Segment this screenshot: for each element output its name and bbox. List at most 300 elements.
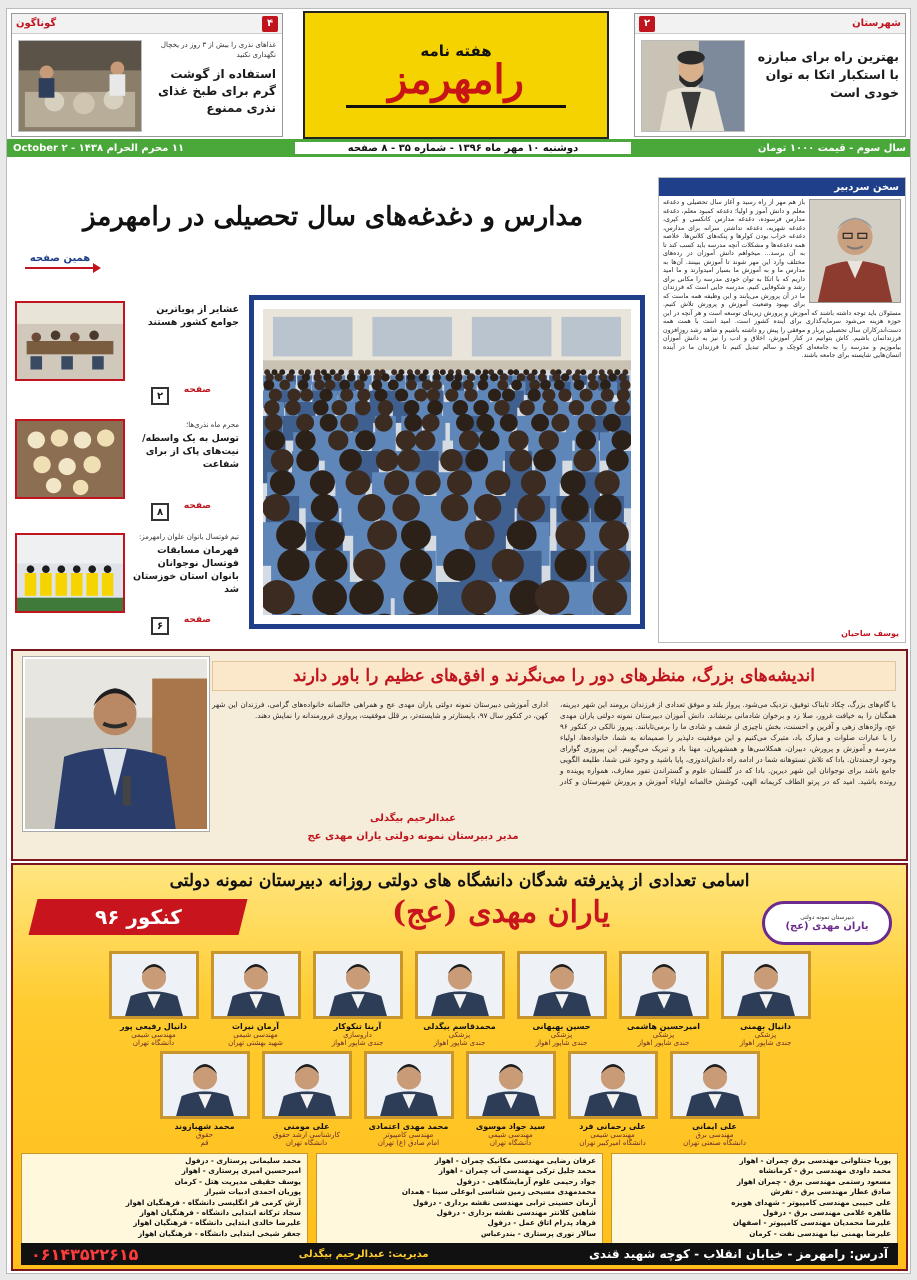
student-name: محمدقاسم بیگدلی — [423, 1022, 496, 1031]
student-head — [315, 549, 347, 581]
student-head — [349, 580, 384, 614]
student-photo — [415, 951, 505, 1019]
student-head — [521, 470, 546, 495]
arrow-icon — [25, 267, 95, 269]
student-head — [404, 400, 420, 415]
student-head — [415, 430, 435, 450]
brief-kicker: تیم فوتسال بانوان علوان رامهرمز: — [138, 533, 239, 541]
student-head — [475, 369, 481, 375]
student-university: شهید بهشتی تهران — [228, 1039, 283, 1047]
student-head — [295, 430, 315, 450]
student-head — [533, 449, 556, 472]
student-head — [355, 400, 371, 415]
main-headline[interactable]: مدارس و دغدغه‌های سال تحصیلی در رامهرمز — [82, 202, 584, 232]
student-university: جندی شاپور اهواز — [331, 1039, 384, 1047]
accepted-entry: فرهاد پدرام اتاق عمل - دزفول — [487, 1218, 596, 1228]
student-head — [507, 520, 537, 550]
student-head — [598, 549, 630, 581]
student-head — [378, 400, 394, 415]
footer-address: آدرس: رامهرمز - خیابان انقلاب - کوچه شهید قندی — [588, 1247, 888, 1261]
student-head — [357, 389, 370, 402]
footer-manager: مدیریت: عبدالرحیم بیگدلی — [298, 1248, 429, 1260]
accepted-entry: یوسف حقیقی مدیریت هتل - کرمان — [174, 1176, 301, 1186]
student-head — [465, 520, 495, 550]
student-head — [620, 380, 631, 391]
student-name: علی رحمانی فرد — [579, 1122, 646, 1131]
student-head — [574, 380, 585, 391]
student-head — [381, 373, 389, 381]
student-head — [555, 549, 587, 581]
same-page-link[interactable] — [25, 253, 95, 269]
brief-muharram[interactable] — [15, 415, 239, 527]
student-head — [523, 369, 529, 375]
teaser-section: شهرستان — [852, 18, 901, 29]
accepted-entry: جواد رحیمی علوم آزمایشگاهی - دزفول — [456, 1176, 596, 1186]
student-head — [427, 389, 440, 402]
teaser-header — [635, 14, 905, 34]
student-head — [603, 414, 621, 432]
student-head — [320, 414, 338, 432]
accepted-entry: علیرضا خالدی ابتدایی دانشگاه - فرهنگیان اهواز — [133, 1218, 301, 1228]
student-head — [315, 520, 345, 550]
student-name: حسین بهبهانی — [532, 1022, 591, 1031]
student-head — [391, 369, 397, 375]
accepted-entry: طاهره غلامی مهندسی برق - دزفول — [762, 1208, 891, 1218]
student-head — [594, 494, 621, 521]
accepted-entry: علی حبیبی مهندسی کامپیوتر - شهدای هویزه — [731, 1197, 891, 1207]
student-head — [609, 373, 617, 381]
brief-kicker: محرم ماه نذری‌ها؛ — [186, 421, 239, 429]
editorial-body — [659, 196, 905, 364]
student-head — [264, 400, 280, 415]
student-university: دانشگاه امیرکبیر تهران — [579, 1139, 646, 1147]
student-head — [269, 389, 282, 402]
student-photo — [568, 1051, 658, 1119]
student-head — [569, 400, 585, 415]
accepted-entry: مسعود رستمی مهندسی برق - چمران اهواز — [736, 1176, 891, 1186]
student-head — [519, 400, 535, 415]
student-name: محمد مهدی اعتمادی — [368, 1122, 449, 1131]
student-head — [555, 520, 585, 550]
student-card — [211, 951, 301, 1047]
student-head — [287, 389, 300, 402]
accepted-entry: سالار نوری پرستاری - بندرعباس — [480, 1228, 596, 1238]
brief-title: تیم فوتسال بانوان علوان رامهرمز: قهرمان مسابقات فوتسال نوجوانان بانوان استان خوزستان شد — [131, 531, 239, 596]
student-card — [364, 1051, 454, 1147]
newspaper-logo[interactable] — [303, 11, 609, 139]
principal-photo — [23, 657, 209, 831]
brief-title: عشایر از پویاترین جوامع کشور هستند — [147, 304, 239, 328]
student-head — [473, 400, 489, 415]
accepted-entry: پوریا جنتلوانی مهندسی برق چمران - اهواز — [739, 1156, 891, 1165]
student-card — [517, 951, 607, 1047]
student-university: دانشگاه تهران — [285, 1139, 328, 1147]
students-crowd-image — [262, 308, 632, 616]
accepted-students-list — [21, 1153, 898, 1253]
student-university: جندی شاپور اهواز — [535, 1039, 588, 1047]
student-head — [446, 373, 454, 381]
student-head — [508, 430, 528, 450]
accepted-entry: جعفر شیخی ابتدایی دانشگاه - فرهنگیان اهواز — [138, 1228, 301, 1238]
student-university: جندی شاپور اهواز — [739, 1039, 792, 1047]
student-head — [277, 549, 309, 581]
konkur-banner: کنکور ۹۶ — [29, 899, 248, 935]
student-head — [334, 373, 342, 381]
student-head — [331, 400, 347, 415]
student-head — [285, 400, 301, 415]
student-head — [392, 494, 419, 521]
top-teaser-left[interactable] — [11, 13, 283, 137]
student-head — [490, 373, 498, 381]
student-head — [279, 380, 290, 391]
student-head — [404, 414, 422, 432]
accepted-entry: پوریان احمدی ادبیات شیراز — [204, 1187, 301, 1197]
student-head — [397, 449, 420, 472]
student-card — [568, 1051, 658, 1147]
student-head — [593, 580, 628, 614]
student-head — [416, 470, 441, 495]
accepted-column — [316, 1153, 603, 1253]
principal-message[interactable] — [11, 649, 908, 861]
brief-page-number: ۶ — [151, 617, 169, 635]
student-name: آرینا تنکوکار — [333, 1022, 382, 1031]
student-field: داروسازی — [343, 1031, 372, 1039]
student-head — [339, 449, 362, 472]
student-head — [374, 389, 387, 402]
student-head — [580, 389, 593, 402]
student-photo — [517, 951, 607, 1019]
accepted-entry: محمد جلیل ترکی مهندسی آب چمران - اهواز — [438, 1166, 596, 1176]
student-photo — [721, 951, 811, 1019]
brief-page-number: ۸ — [151, 503, 169, 521]
student-head — [414, 389, 427, 402]
student-head — [558, 389, 571, 402]
teaser-section: گوناگون — [16, 18, 57, 29]
student-head — [355, 430, 375, 450]
poster-footer — [21, 1243, 898, 1265]
teaser-headline: استفاده از گوشت گرم برای طبخ غذای نذری ممنوع — [158, 67, 276, 115]
student-head — [502, 389, 515, 402]
logo-underline — [346, 105, 566, 108]
student-field: مهندسی شیمی — [233, 1031, 278, 1039]
student-head — [395, 373, 403, 381]
brief-page-number: ۲ — [151, 387, 169, 405]
student-university: جندی شاپور اهواز — [433, 1039, 486, 1047]
student-photo — [364, 1051, 454, 1119]
student-head — [271, 449, 294, 472]
student-field: کارشناسی ارشد حقوق — [273, 1131, 340, 1139]
student-head — [319, 389, 332, 402]
student-university: دانشگاه تهران — [132, 1039, 175, 1047]
student-head — [274, 373, 282, 381]
main-story-photo[interactable] — [249, 295, 645, 629]
issue-date-number: دوشنبه ۱۰ مهر ماه ۱۳۹۶ - شماره ۳۵ - ۸ صفحه — [294, 141, 632, 155]
student-name: آرمان نیرات — [232, 1022, 279, 1031]
student-head — [542, 389, 555, 402]
student-name: محمد شهبازوند — [174, 1122, 235, 1131]
accepted-column — [611, 1153, 898, 1253]
student-head — [330, 369, 336, 375]
student-name: امیرحسین هاشمی — [627, 1022, 700, 1031]
accepted-entry: شاهین کلانتر مهندسی نقشه برداری - دزفول — [436, 1208, 596, 1218]
issue-info-bar — [7, 139, 911, 157]
student-photo — [211, 951, 301, 1019]
teaser-page-number: ۲ — [639, 16, 655, 32]
student-head — [447, 470, 472, 495]
editorial-text: باز هم مهر از راه رسید و آغاز سال تحصیلی و دغدغه معلم و دانش آموز و اولیا؛ دغدغه کمبود معلم، دغدغه مدارس فرسوده، دغدغه مدارس کانکسی و کپری، دغدغه شهریه، دغدغه نداشتن سرانه برای مدارس، دغدغه خراب بودن کولرها و پنکه‌های کلاس‌ها. خلاصه همه دغدغه‌ها و مشکلات آنچه مدرسه باید کسب کند تا به آن برسد... میخواهم دانش آموزان در رده‌های مختلف وارد این مهر شوند تا آموزش ببینند. آن‌ها به مدارس ما و به آموزش ما بسیار امیدوارند و ما امید داریم که با اتکا به توان خودی مدرسه را مکانی برای رشد و شکوفایی کنیم. مدرسه جایی است که فرزندان ما در آن پرورش می‌یابند و این وظیفه همه ماست که برای بهبود وضعیت آموزش و پرورش تلاش کنیم. مسئولان باید توجه داشته باشند که آموزش و پرورش زیربنای توسعه است و هر آنچه در این حوزه هزینه می‌شود سرمایه‌گذاری برای آینده کشور است. امید است با همت همه دست‌اندرکاران سال تحصیلی پربار و موفقی را پیش رو داشته باشیم و شاهد رشد روزافزون فرزندانمان باشیم. کاش بتوانیم در کنار آموزش، اخلاق و ادب را نیز به دانش آموزان بیاموزیم و مدرسه را به جامعه‌ای کوچک و سالم تبدیل کنیم تا فرزندان ما در آینده انسان‌هایی شایسته برای جامعه باشند. — [663, 199, 901, 359]
brief-page-label: صفحه — [183, 615, 211, 625]
brief-nomads[interactable] — [15, 299, 239, 409]
issue-price: سال سوم - قیمت ۱۰۰۰ تومان — [757, 142, 906, 154]
student-head — [263, 494, 290, 521]
student-card — [109, 951, 199, 1047]
student-photo — [313, 951, 403, 1019]
student-photo — [160, 1051, 250, 1119]
teaser-kicker: غذاهای نذری را بیش از ۳ روز در یخچال نگهداری نکنید — [160, 41, 276, 59]
student-card — [619, 951, 709, 1047]
student-field: پزشکی — [550, 1031, 573, 1039]
logo-title: رامهرمز — [388, 56, 524, 103]
student-university: جندی شاپور اهواز — [637, 1039, 690, 1047]
student-field: مهندسی شیمی — [131, 1031, 176, 1039]
student-head — [367, 520, 397, 550]
logo-prefix: هفته نامه — [420, 42, 492, 60]
accepted-entry: امیرحسین امیری پرستاری - اهواز — [181, 1166, 301, 1176]
student-head — [601, 389, 614, 402]
students-row-2 — [13, 1051, 906, 1147]
student-head — [422, 380, 433, 391]
accepted-entry: علیرضا بهمنی نیا مهندسی نفت - کرمان — [749, 1228, 891, 1238]
student-head — [443, 549, 475, 581]
student-head — [296, 414, 314, 432]
student-field: پزشکی — [754, 1031, 777, 1039]
message-body: با گام‌های بزرگ، چکاد تابناک توفیق، نزدیک می‌شود. پرواز بلند و موفق تعدادی از فرزندان برومند این شهر دیرینه، همگنان را به خیافت غرور، صلا زد و برخوان شادمانی برنشاند. دانش آموزان دبیرستان نمونه دولتی یاران مهدی عج، واژه‌های زهی و آفرین و احسنت، بخش ناچیزی از شعف و شادی ما را برمی‌تابانند. پیروز نالکی در کنکور ۹۶ را با عبارات صلوات و مبارک باد، متبرک می‌کنیم و این موفقیت دلپذیر را صمیمانه به شما، خانواده‌ها، اولیاء مدرسه و آموزش و پرورش، دبیران، همکلاسی‌ها و همشهریان، مهنا باد و تبریک می‌گوییم. این پیروزی گوارای وجود ارجمندتان. بادا که تلاش نستوهانه شما در ادامه راه دانش‌اندوزی، پایا باشید و وجود غنی شما، طلیعه الگویی جامع باشد برای نوجوانان این شهر دیرین. بادا که در گلستان علوم و گستراندن تفور معارف، همواره پوینده و رونده باشید. امید که در پرتو الطاف کریمانه الهی، کوشش خالصانه اولیاء آموزش و پرورش شهرستان و کادر اداری آموزشی دبیرستان نمونه دولتی یاران مهدی عج و همراهی خالصانه خانواده‌های گرامی، فرزندان این شهر کهن، در کنکور سال ۹۷، بایستارتر و شایسته‌تر، بر قلل موفقیت، پروازی غرورمندانه را نمایش دهند. — [212, 700, 896, 786]
student-card — [721, 951, 811, 1047]
student-head — [518, 494, 545, 521]
student-head — [511, 380, 522, 391]
student-head — [509, 449, 532, 472]
student-head — [531, 414, 549, 432]
student-head — [310, 470, 335, 495]
signature-role: مدیر دبیرستان نمونه دولتی یاران مهدی عج — [307, 831, 519, 842]
student-head — [453, 400, 469, 415]
student-card — [262, 1051, 352, 1147]
student-card — [313, 951, 403, 1047]
student-head — [314, 380, 325, 391]
top-teaser-right[interactable] — [634, 13, 906, 137]
student-photo — [619, 951, 709, 1019]
student-field: مهندسی کامپیوتر — [383, 1131, 434, 1139]
editorial-author: یوسف ساحیان — [841, 629, 899, 638]
accepted-entry: محمدمهدی مسیحی زمین شناسی ابوعلی سینا - همدان — [401, 1187, 596, 1197]
student-head — [488, 389, 501, 402]
poster-school-name: یاران مهدی (عج) — [391, 895, 610, 930]
editorial-column[interactable] — [658, 177, 906, 643]
student-head — [606, 449, 629, 472]
student-head — [476, 414, 494, 432]
accepted-entry: علیرضا محمدیان مهندسی کامپیوتر - اصفهان — [732, 1218, 891, 1228]
student-head — [535, 580, 570, 614]
brief-title: محرم ماه نذری‌ها؛ توسل به یک واسطه/ نیت‌های پاک از برای شفاعت — [131, 419, 239, 471]
student-card — [466, 1051, 556, 1147]
brief-page-label: صفحه — [183, 501, 211, 511]
student-head — [396, 430, 416, 450]
student-head — [441, 494, 468, 521]
student-field: حقوق — [196, 1131, 213, 1139]
student-head — [296, 449, 319, 472]
poster-title: اسامی تعدادی از پذیرفته شدگان دانشگاه های دولتی روزانه دبیرستان نمونه دولتی — [169, 871, 750, 891]
student-photo — [109, 951, 199, 1019]
student-head — [346, 470, 371, 495]
student-head — [427, 400, 443, 415]
student-field: مهندسی شیمی — [488, 1131, 533, 1139]
student-head — [600, 380, 611, 391]
students-row-1 — [13, 951, 906, 1047]
accepted-entry: آرش کرمی فر انگلیسی دانشگاه - فرهنگیان اهواز — [125, 1197, 301, 1207]
student-head — [492, 549, 524, 581]
student-head — [588, 380, 599, 391]
student-head — [313, 400, 329, 415]
student-head — [591, 400, 607, 415]
student-head — [440, 449, 463, 472]
student-name: دانیال رفیعی پور — [120, 1022, 187, 1031]
student-field: مهندسی شیمی — [590, 1131, 635, 1139]
teaser-header — [12, 14, 282, 34]
student-head — [340, 389, 353, 402]
student-head — [270, 470, 295, 495]
student-head — [617, 389, 630, 402]
student-head — [395, 389, 408, 402]
accepted-entry: عرفان رضایی مهندسی مکانیک چمران - اهواز — [434, 1156, 596, 1165]
student-head — [599, 520, 629, 550]
student-head — [578, 414, 596, 432]
brief-meeting-photo — [15, 301, 125, 381]
student-head — [445, 389, 458, 402]
student-head — [612, 430, 631, 450]
student-head — [456, 414, 474, 432]
student-card — [670, 1051, 760, 1147]
student-head — [474, 494, 501, 521]
editor-photo — [809, 199, 901, 303]
student-university: امام صادق (ع) تهران — [377, 1139, 440, 1147]
signature-name: عبدالرحیم بیگدلی — [369, 813, 456, 824]
student-field: پزشکی — [652, 1031, 675, 1039]
student-university: دانشگاه تهران — [489, 1139, 532, 1147]
student-head — [551, 414, 569, 432]
student-head — [494, 400, 510, 415]
issue-hijri-date: ۱۱ محرم الحرام ۱۴۳۸ - ۲ October — [13, 142, 185, 154]
student-head — [312, 580, 347, 614]
accepted-column — [21, 1153, 308, 1253]
student-card — [415, 951, 505, 1047]
message-title: اندیشه‌های بزرگ، منظرهای دور را می‌نگرند و افق‌های عظیم را باور دارند — [212, 661, 896, 691]
student-head — [376, 449, 399, 472]
student-head — [573, 449, 596, 472]
brief-page-label: صفحه — [183, 385, 211, 395]
konkur-advertisement[interactable] — [11, 863, 908, 1271]
student-head — [508, 369, 514, 375]
student-head — [580, 369, 586, 375]
student-head — [406, 380, 417, 391]
student-head — [265, 430, 285, 450]
student-name: دانیال بهمنی — [740, 1022, 791, 1031]
teaser-headline: بهترین راه برای مبارزه با استکبار اتکا به توان خودی است — [757, 49, 899, 100]
student-card — [160, 1051, 250, 1147]
brief-food-photo — [15, 419, 125, 499]
student-field: مهندسی برق — [695, 1131, 734, 1139]
teaser-page-number: ۴ — [262, 16, 278, 32]
same-page-label: همین صفحه — [29, 253, 91, 264]
student-head — [422, 414, 440, 432]
student-head — [595, 470, 620, 495]
student-photo — [262, 1051, 352, 1119]
student-head — [440, 369, 446, 375]
student-head — [340, 414, 358, 432]
student-head — [311, 494, 338, 521]
editorial-heading: سخن سردبیر — [659, 178, 905, 196]
student-head — [528, 389, 541, 402]
student-head — [265, 414, 283, 432]
student-name: سید جواد موسوی — [475, 1122, 546, 1131]
student-name: علی ایمانی — [692, 1122, 737, 1131]
student-head — [614, 400, 630, 415]
footer-phone[interactable]: ۰۶۱۴۳۵۲۲۶۱۵ — [31, 1244, 139, 1264]
student-head — [353, 549, 385, 581]
brief-team-photo — [15, 533, 125, 613]
student-photo — [466, 1051, 556, 1119]
student-head — [554, 380, 565, 391]
accepted-entry: سجاد ترکانه ابتدایی دانشگاه - فرهنگیان اهواز — [139, 1208, 301, 1218]
student-head — [328, 430, 348, 450]
newspaper-page — [6, 8, 911, 1274]
student-head — [384, 470, 409, 495]
student-head — [276, 520, 306, 550]
student-head — [561, 373, 569, 381]
student-photo — [670, 1051, 760, 1119]
student-university: قم — [200, 1139, 209, 1147]
student-head — [339, 380, 350, 391]
cleric-photo — [641, 40, 745, 132]
student-head — [459, 430, 479, 450]
student-head — [300, 389, 313, 402]
student-head — [500, 414, 518, 432]
student-head — [543, 400, 559, 415]
student-head — [465, 449, 488, 472]
accepted-entry: صادق عطار مهندسی برق - تفرش — [770, 1187, 891, 1197]
student-head — [358, 494, 385, 521]
student-head — [347, 373, 355, 381]
school-logo-badge: دبیرستان نمونه دولتی یاران مهدی (عج) — [762, 901, 892, 945]
student-head — [461, 580, 496, 614]
student-head — [388, 380, 399, 391]
student-head — [576, 430, 596, 450]
student-head — [479, 430, 499, 450]
student-head — [375, 414, 393, 432]
accepted-entry: آرمان حسینی ترابی مهندسی نقشه برداری - دزفول — [412, 1197, 596, 1207]
student-head — [485, 470, 510, 495]
student-head — [464, 389, 477, 402]
student-head — [415, 369, 421, 375]
student-name: علی مومنی — [283, 1122, 330, 1131]
accepted-entry: محمد داودی مهندسی برق - کرمانشاه — [759, 1166, 891, 1176]
student-head — [401, 520, 431, 550]
student-head — [403, 580, 438, 614]
student-head — [561, 470, 586, 495]
student-head — [400, 549, 432, 581]
student-university: دانشگاه صنعتی تهران — [683, 1139, 746, 1147]
student-head — [264, 380, 275, 391]
brief-futsal[interactable] — [15, 529, 239, 641]
